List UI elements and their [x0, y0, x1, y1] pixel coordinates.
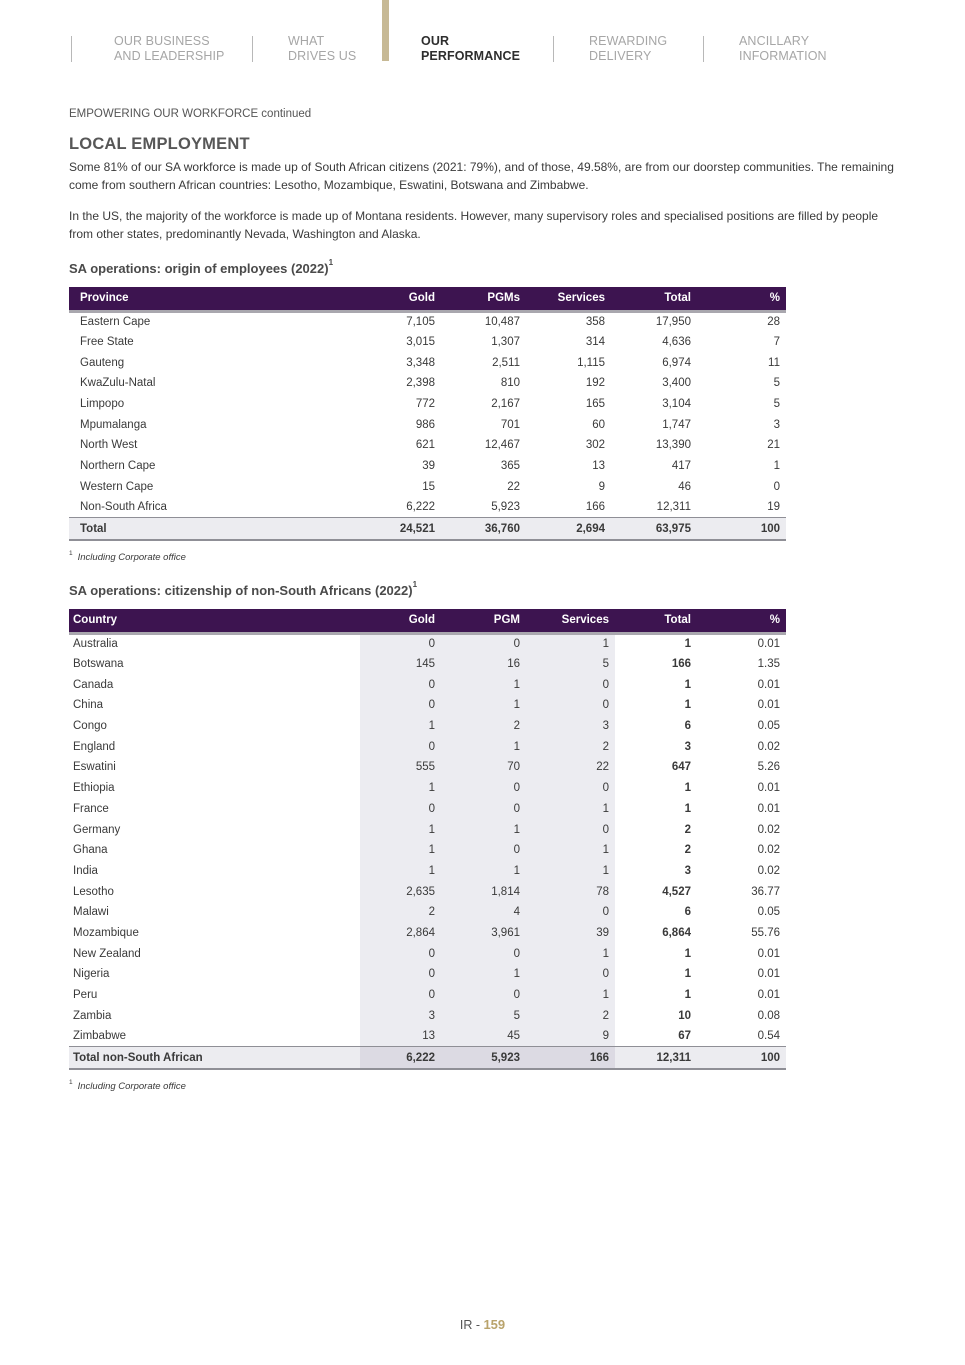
- table-row: [69, 757, 786, 778]
- column-header: %: [697, 609, 786, 633]
- cell-value: 2: [526, 736, 615, 757]
- table-row: [69, 923, 786, 944]
- cell-value: 2: [684, 823, 691, 836]
- table-row: [69, 674, 786, 695]
- nav-label-line2: PERFORMANCE: [421, 49, 521, 63]
- cell-value: 1,115: [577, 356, 605, 369]
- cell-value: 10: [678, 1009, 691, 1022]
- cell-value: 358: [585, 316, 605, 329]
- row-label: Gauteng: [80, 356, 125, 369]
- column-header: Gold: [360, 609, 441, 633]
- row-label: Free State: [80, 336, 134, 349]
- table-header-row: [69, 609, 786, 633]
- cell-value: 17,950: [655, 316, 691, 329]
- nav-label-line1: WHAT: [288, 34, 325, 48]
- cell-value: 0.01: [757, 968, 780, 981]
- cell-value: 0: [441, 985, 526, 1006]
- table1-title: [69, 258, 334, 276]
- cell-value: 0: [526, 674, 615, 695]
- row-label: Malawi: [73, 906, 109, 919]
- cell-value: 1: [684, 968, 691, 981]
- column-header: Country: [69, 609, 360, 633]
- total-value: 24,521: [349, 518, 441, 540]
- row-label: Zimbabwe: [73, 1030, 127, 1043]
- table-row: [69, 654, 786, 675]
- cell-value: 0.01: [757, 782, 780, 795]
- cell-value: 1: [360, 861, 441, 882]
- table1-title-text: SA operations: origin of employees (2022): [69, 261, 329, 276]
- page-prefix: IR -: [459, 1318, 484, 1332]
- nav-what-drives-us[interactable]: [288, 34, 356, 64]
- cell-value: 0.54: [757, 1030, 780, 1043]
- cell-value: 39: [422, 460, 435, 473]
- cell-value: 2,864: [360, 923, 441, 944]
- total-value: 2,694: [526, 518, 611, 540]
- cell-value: 0: [441, 840, 526, 861]
- cell-value: 3,348: [406, 356, 435, 369]
- total-value: 36,760: [441, 518, 526, 540]
- column-header: PGM: [441, 609, 526, 633]
- cell-value: 1: [360, 819, 441, 840]
- cell-value: 1,747: [662, 418, 691, 431]
- total-label: Total non-South African: [69, 1047, 360, 1069]
- cell-value: 3,015: [406, 336, 435, 349]
- table-row: [69, 819, 786, 840]
- table-row: [69, 985, 786, 1006]
- cell-value: 1: [684, 989, 691, 1002]
- cell-value: 28: [767, 316, 780, 329]
- nav-label-line1: OUR: [421, 34, 450, 48]
- row-label: Canada: [73, 678, 114, 691]
- table2-footnote: [69, 1081, 186, 1092]
- nav-our-performance[interactable]: [421, 34, 520, 64]
- cell-value: 2: [441, 716, 526, 737]
- row-label: Congo: [73, 720, 107, 733]
- nav-label-line1: REWARDING: [589, 34, 668, 48]
- cell-value: 0: [526, 695, 615, 716]
- column-header: Total: [615, 609, 697, 633]
- cell-value: 7,105: [406, 316, 435, 329]
- footnote-marker: 1: [69, 550, 73, 557]
- cell-value: 13,390: [655, 439, 691, 452]
- cell-value: 55.76: [751, 926, 780, 939]
- cell-value: 621: [415, 439, 435, 452]
- row-label: Northern Cape: [80, 460, 156, 473]
- cell-value: 2,511: [492, 356, 520, 369]
- cell-value: 3,961: [441, 923, 526, 944]
- table2-title-text: SA operations: citizenship of non-South Africans (2022): [69, 583, 413, 598]
- nav-divider: [71, 36, 72, 62]
- cell-value: 2,635: [360, 881, 441, 902]
- cell-value: 555: [360, 757, 441, 778]
- row-label: Germany: [73, 823, 121, 836]
- cell-value: 192: [585, 377, 605, 390]
- cell-value: 39: [526, 923, 615, 944]
- row-label: Peru: [73, 989, 98, 1002]
- cell-value: 6,864: [662, 926, 691, 939]
- cell-value: 1: [441, 819, 526, 840]
- cell-value: 1: [441, 964, 526, 985]
- cell-value: 13: [360, 1026, 441, 1047]
- cell-value: 70: [441, 757, 526, 778]
- cell-value: 10,487: [484, 316, 520, 329]
- cell-value: 5: [773, 377, 780, 390]
- cell-value: 365: [500, 460, 520, 473]
- cell-value: 12,311: [656, 501, 691, 514]
- cell-value: 5: [526, 654, 615, 675]
- total-row: [69, 1047, 786, 1069]
- total-value: 100: [697, 1047, 786, 1069]
- table-row: [69, 736, 786, 757]
- cell-value: 0.02: [757, 823, 780, 836]
- cell-value: 1: [684, 638, 691, 651]
- cell-value: 1: [360, 716, 441, 737]
- cell-value: 1: [684, 699, 691, 712]
- cell-value: 2,167: [491, 398, 520, 411]
- cell-value: 4,527: [662, 885, 691, 898]
- cell-value: 1: [526, 799, 615, 820]
- section-kicker: EMPOWERING OUR WORKFORCE continued: [69, 108, 312, 120]
- cell-value: 46: [678, 480, 691, 493]
- cell-value: 0: [441, 778, 526, 799]
- nav-ancillary-information[interactable]: [739, 34, 827, 64]
- cell-value: 1: [526, 943, 615, 964]
- cell-value: 16: [441, 654, 526, 675]
- total-row: [69, 518, 786, 540]
- row-label: Botswana: [73, 658, 124, 671]
- cell-value: 0.01: [757, 947, 780, 960]
- cell-value: 1: [684, 782, 691, 795]
- cell-value: 5,923: [491, 501, 520, 514]
- cell-value: 22: [507, 480, 520, 493]
- cell-value: 0.01: [757, 678, 780, 691]
- cell-value: 0: [360, 799, 441, 820]
- table-row: [69, 695, 786, 716]
- cell-value: 417: [671, 460, 691, 473]
- intro-paragraph: Some 81% of our SA workforce is made up of South African citizens (2021: 79%), and of those, 49.58%, are from our doorstep communities. The remaining come from southern African countries: Lesotho, Mozambique, Eswatini, Botswana and Zimbabwe.: [69, 160, 894, 192]
- cell-value: 0: [526, 819, 615, 840]
- table-row: [69, 716, 786, 737]
- total-label: Total: [69, 518, 349, 540]
- row-label: England: [73, 740, 116, 753]
- cell-value: 0: [526, 778, 615, 799]
- cell-value: 0: [526, 964, 615, 985]
- table-row: [69, 840, 786, 861]
- table-row: [69, 964, 786, 985]
- footnote-marker: 1: [328, 258, 334, 267]
- table-row: [69, 311, 786, 332]
- cell-value: 60: [592, 418, 605, 431]
- nav-label-line2: DELIVERY: [589, 49, 652, 63]
- row-label: Australia: [73, 638, 118, 651]
- column-header: PGMs: [441, 287, 526, 311]
- us-paragraph: In the US, the majority of the workforce is made up of Montana residents. However, many supervisory roles and specialised positions are filled by people from other states, predominantly Nevada, Washington and Alaska.: [69, 209, 879, 241]
- cell-value: 12,467: [484, 439, 520, 452]
- cell-value: 1: [360, 778, 441, 799]
- cell-value: 5.26: [757, 761, 780, 774]
- cell-value: 1: [526, 633, 615, 654]
- cell-value: 1,307: [491, 336, 520, 349]
- table-row: [69, 435, 786, 456]
- row-label: China: [73, 699, 104, 712]
- row-label: Western Cape: [80, 480, 154, 493]
- cell-value: 15: [422, 480, 435, 493]
- row-label: Non-South Africa: [80, 501, 167, 514]
- table-row: [69, 456, 786, 477]
- cell-value: 1: [360, 840, 441, 861]
- table-row: [69, 1026, 786, 1047]
- cell-value: 13: [592, 460, 605, 473]
- origin-of-employees-table: [69, 287, 786, 541]
- cell-value: 0: [360, 633, 441, 654]
- nav-rewarding-delivery[interactable]: [589, 34, 667, 64]
- cell-value: 19: [767, 501, 780, 514]
- nav-our-business[interactable]: [114, 34, 224, 64]
- nav-divider: [553, 36, 554, 62]
- cell-value: 2: [360, 902, 441, 923]
- cell-value: 6: [684, 906, 691, 919]
- cell-value: 810: [500, 377, 520, 390]
- cell-value: 0.08: [757, 1009, 780, 1022]
- cell-value: 0.01: [757, 699, 780, 712]
- cell-value: 1,814: [441, 881, 526, 902]
- active-section-marker: [382, 0, 389, 61]
- table-row: [69, 352, 786, 373]
- cell-value: 3: [773, 418, 780, 431]
- cell-value: 314: [585, 336, 605, 349]
- cell-value: 1: [684, 947, 691, 960]
- cell-value: 986: [415, 418, 435, 431]
- cell-value: 3: [360, 1005, 441, 1026]
- row-label: Eastern Cape: [80, 316, 151, 329]
- cell-value: 6,222: [406, 501, 435, 514]
- cell-value: 9: [526, 1026, 615, 1047]
- cell-value: 166: [585, 501, 605, 514]
- nav-label-line1: OUR BUSINESS: [114, 34, 210, 48]
- column-header: Services: [526, 609, 615, 633]
- table-row: [69, 881, 786, 902]
- nav-divider: [252, 36, 253, 62]
- cell-value: 0.05: [757, 906, 780, 919]
- row-label: New Zealand: [73, 947, 141, 960]
- nav-label-line2: DRIVES US: [288, 49, 357, 63]
- cell-value: 1: [684, 802, 691, 815]
- table-row: [69, 902, 786, 923]
- cell-value: 3: [526, 716, 615, 737]
- row-label: North West: [80, 439, 138, 452]
- cell-value: 1: [441, 736, 526, 757]
- cell-value: 0: [360, 695, 441, 716]
- cell-value: 165: [585, 398, 605, 411]
- cell-value: 11: [768, 356, 780, 369]
- cell-value: 7: [773, 336, 780, 349]
- cell-value: 3: [684, 740, 691, 753]
- table-row: [69, 373, 786, 394]
- column-header: Total: [611, 287, 697, 311]
- cell-value: 3,400: [662, 377, 691, 390]
- cell-value: 772: [415, 398, 435, 411]
- cell-value: 5: [441, 1005, 526, 1026]
- row-label: India: [73, 864, 98, 877]
- section-title: LOCAL EMPLOYMENT: [69, 135, 250, 153]
- cell-value: 0: [360, 674, 441, 695]
- cell-value: 67: [678, 1030, 691, 1043]
- cell-value: 0: [360, 736, 441, 757]
- cell-value: 22: [526, 757, 615, 778]
- cell-value: 0: [360, 964, 441, 985]
- cell-value: 145: [360, 654, 441, 675]
- cell-value: 21: [767, 439, 780, 452]
- cell-value: 6,974: [662, 356, 691, 369]
- table-row: [69, 633, 786, 654]
- row-label: Nigeria: [73, 968, 110, 981]
- cell-value: 5: [773, 398, 780, 411]
- cell-value: 2: [526, 1005, 615, 1026]
- nav-label-line1: ANCILLARY: [739, 34, 810, 48]
- table-row: [69, 394, 786, 415]
- row-label: Mpumalanga: [80, 418, 147, 431]
- column-header: Gold: [349, 287, 441, 311]
- cell-value: 2: [684, 844, 691, 857]
- cell-value: 647: [671, 761, 691, 774]
- nav-label-line2: INFORMATION: [739, 49, 827, 63]
- cell-value: 4: [441, 902, 526, 923]
- column-header: %: [697, 287, 786, 311]
- cell-value: 0.02: [757, 844, 780, 857]
- cell-value: 45: [441, 1026, 526, 1047]
- table-row: [69, 414, 786, 435]
- cell-value: 1: [441, 861, 526, 882]
- row-label: France: [73, 802, 109, 815]
- cell-value: 0: [441, 943, 526, 964]
- cell-value: 701: [500, 418, 520, 431]
- table-row: [69, 778, 786, 799]
- cell-value: 0.05: [757, 720, 780, 733]
- row-label: Zambia: [73, 1009, 112, 1022]
- cell-value: 3: [684, 864, 691, 877]
- cell-value: 0: [360, 985, 441, 1006]
- total-value: 166: [526, 1047, 615, 1069]
- footnote-text: Including Corporate office: [77, 1081, 186, 1092]
- cell-value: 1: [526, 985, 615, 1006]
- table1-footnote: [69, 552, 186, 563]
- row-label: Mozambique: [73, 926, 139, 939]
- cell-value: 0: [441, 633, 526, 654]
- table-row: [69, 1005, 786, 1026]
- table-row: [69, 943, 786, 964]
- table-header-row: [69, 287, 786, 311]
- column-header: Province: [69, 287, 349, 311]
- table-row: [69, 799, 786, 820]
- total-value: 63,975: [611, 518, 697, 540]
- cell-value: 1.35: [757, 658, 780, 671]
- table-row: [69, 332, 786, 353]
- cell-value: 1: [441, 674, 526, 695]
- table-row: [69, 861, 786, 882]
- footnote-text: Including Corporate office: [77, 552, 186, 563]
- cell-value: 0.01: [757, 638, 780, 651]
- cell-value: 0.01: [757, 802, 780, 815]
- cell-value: 4,636: [662, 336, 691, 349]
- cell-value: 1: [526, 861, 615, 882]
- cell-value: 0: [360, 943, 441, 964]
- total-value: 6,222: [360, 1047, 441, 1069]
- cell-value: 6: [684, 720, 691, 733]
- cell-value: 166: [671, 658, 691, 671]
- cell-value: 1: [526, 840, 615, 861]
- table-row: [69, 497, 786, 518]
- footnote-marker: 1: [412, 580, 418, 589]
- page-number: [0, 1317, 965, 1332]
- cell-value: 0.01: [757, 989, 780, 1002]
- cell-value: 1: [684, 678, 691, 691]
- cell-value: 1: [441, 695, 526, 716]
- row-label: Ghana: [73, 844, 108, 857]
- column-header: Services: [526, 287, 611, 311]
- row-label: Eswatini: [73, 761, 116, 774]
- cell-value: 2,398: [406, 377, 435, 390]
- table-row: [69, 477, 786, 498]
- section-nav: [0, 0, 965, 70]
- cell-value: 302: [585, 439, 605, 452]
- nav-divider: [703, 36, 704, 62]
- page-number-value: 159: [483, 1317, 506, 1332]
- nav-label-line2: AND LEADERSHIP: [114, 49, 225, 63]
- cell-value: 0.02: [757, 864, 780, 877]
- cell-value: 0: [441, 799, 526, 820]
- table2-title: [69, 580, 418, 598]
- row-label: KwaZulu-Natal: [80, 377, 156, 390]
- cell-value: 0.02: [757, 740, 780, 753]
- total-value: 100: [697, 518, 786, 540]
- cell-value: 78: [526, 881, 615, 902]
- cell-value: 3,104: [662, 398, 691, 411]
- cell-value: 0: [526, 902, 615, 923]
- total-value: 5,923: [441, 1047, 526, 1069]
- footnote-marker: 1: [69, 1079, 73, 1086]
- cell-value: 36.77: [751, 885, 780, 898]
- citizenship-table: [69, 609, 786, 1070]
- row-label: Limpopo: [80, 398, 125, 411]
- row-label: Lesotho: [73, 885, 114, 898]
- cell-value: 1: [773, 460, 780, 473]
- total-value: 12,311: [615, 1047, 697, 1069]
- row-label: Ethiopia: [73, 782, 115, 795]
- cell-value: 0: [773, 480, 780, 493]
- cell-value: 9: [598, 480, 605, 493]
